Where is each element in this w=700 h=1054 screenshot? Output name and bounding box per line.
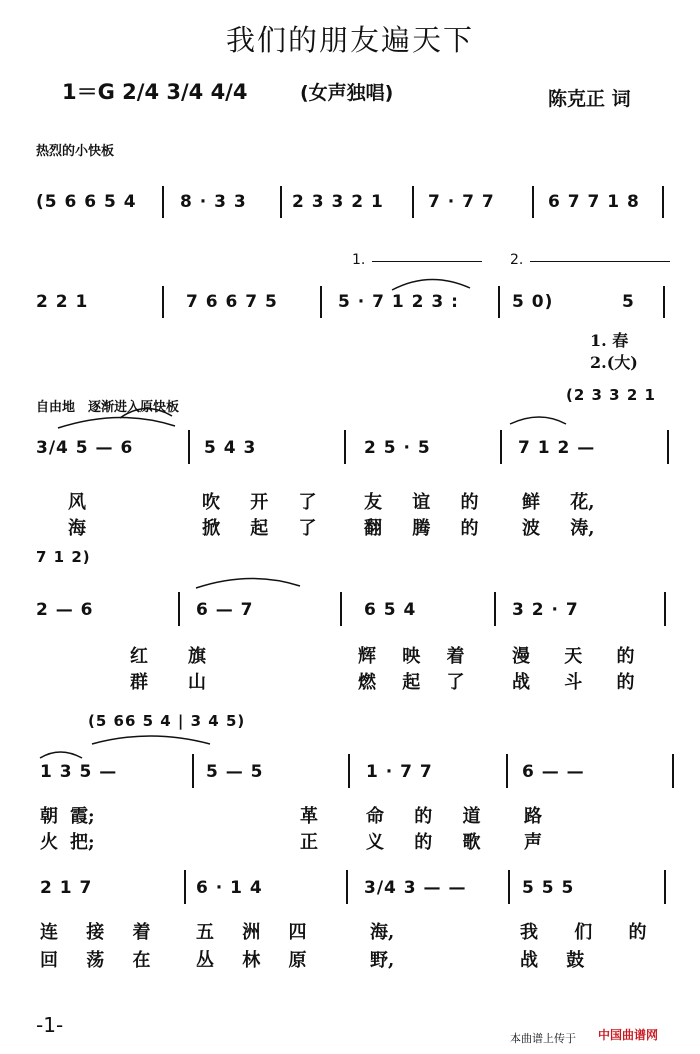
key-signature: 1＝G 2/4 3/4 4/4	[62, 80, 248, 104]
lyric-v1-1: 风	[68, 492, 86, 513]
lyric-v2-15: 丛 林 原	[196, 950, 307, 971]
lyric-v2-3: 翻 腾 的	[364, 518, 479, 539]
lyric-v1-13: 路	[524, 806, 542, 827]
lyric-v2-10: 把;	[70, 832, 95, 853]
lyric-v2-5: 群	[130, 672, 148, 693]
row2-measure3: 5 · 7 1 2 3 :	[338, 292, 459, 312]
performance-note: (女声独唱)	[300, 82, 394, 104]
lyric-v2-4: 波 涛,	[522, 518, 595, 539]
upload-note: 本曲谱上传于	[510, 1032, 576, 1045]
row2-measure2: 7 6 6 7 5	[186, 292, 278, 312]
row1-measure5: 6 7 7 1 8	[548, 192, 640, 212]
lyric-v2-14: 回 荡 在	[40, 950, 151, 971]
row4-measure2: 6 — 7	[196, 600, 254, 620]
row3-measure3: 2 5 · 5	[364, 438, 431, 458]
lyric-v1-7: 辉 映 着	[358, 646, 465, 667]
row1-measure4: 7 · 7 7	[428, 192, 495, 212]
lyric-v1-4: 鲜 花,	[522, 492, 595, 513]
row5-measure1: 1 3 5 —	[40, 762, 118, 782]
lyric-v2-7: 燃 起 了	[358, 672, 465, 693]
row3-measure4: 7 1 2 —	[518, 438, 596, 458]
row5-interlude: (5 66 5 4 | 3 4 5)	[88, 712, 246, 730]
row1-measure1: (5 6 6 5 4	[36, 192, 137, 212]
lyric-v1-15: 五 洲 四	[196, 922, 307, 943]
row3-measure1: 3/4 5 — 6	[36, 438, 134, 458]
lyric-v1-2: 吹 开 了	[202, 492, 317, 513]
lyric-v2-6: 山	[188, 672, 206, 693]
row4-pickup: 7 1 2)	[36, 548, 91, 566]
lyric-verse1-start: 1. 春	[590, 331, 629, 350]
lyric-v1-14: 连 接 着	[40, 922, 151, 943]
intro-phrase: (2 3 3 2 1	[566, 386, 656, 404]
lyric-verse2-start: 2.(大)	[590, 353, 638, 372]
row2-measure5: 5	[622, 292, 635, 312]
tempo-marking-rubato: 自由地 逐渐进入原快板	[36, 400, 180, 415]
site-logo[interactable]: 中国曲谱网	[598, 1028, 659, 1042]
tempo-marking: 热烈的小快板	[36, 144, 115, 159]
row4-measure1: 2 — 6	[36, 600, 94, 620]
row5-measure3: 1 · 7 7	[366, 762, 433, 782]
lyric-v1-8: 漫 天 的	[512, 646, 635, 667]
lyric-v2-2: 掀 起 了	[202, 518, 317, 539]
lyric-v1-11: 革	[300, 806, 318, 827]
row6-measure3: 3/4 3 — —	[364, 878, 467, 898]
volta-2: 2.	[510, 252, 524, 268]
lyric-v2-16: 野,	[370, 950, 395, 971]
page-number: -1-	[36, 1013, 64, 1037]
row1-measure2: 8 · 3 3	[180, 192, 247, 212]
lyric-v2-11: 正	[300, 832, 318, 853]
lyric-v1-5: 红	[130, 646, 148, 667]
lyric-v2-8: 战 斗 的	[512, 672, 635, 693]
row5-measure4: 6 — —	[522, 762, 585, 782]
lyric-v1-10: 霞;	[70, 806, 95, 827]
row6-measure4: 5 5 5	[522, 878, 575, 898]
row6-measure2: 6 · 1 4	[196, 878, 263, 898]
row2-measure4: 5 0)	[512, 292, 554, 312]
lyric-v2-9: 火	[40, 832, 58, 853]
lyric-v1-3: 友 谊 的	[364, 492, 479, 513]
volta-1: 1.	[352, 252, 366, 268]
lyric-v1-6: 旗	[188, 646, 206, 667]
lyric-v2-12: 义 的 歌	[366, 832, 481, 853]
lyric-v2-17: 战 鼓	[520, 950, 585, 971]
row4-measure3: 6 5 4	[364, 600, 417, 620]
row1-measure3: 2 3 3 2 1	[292, 192, 384, 212]
row3-measure2: 5 4 3	[204, 438, 257, 458]
lyric-v2-13: 声	[524, 832, 542, 853]
lyric-v1-9: 朝	[40, 806, 58, 827]
row6-measure1: 2 1 7	[40, 878, 93, 898]
lyric-v1-16: 海,	[370, 922, 395, 943]
row4-measure4: 3 2 · 7	[512, 600, 579, 620]
row2-measure1: 2 2 1	[36, 292, 89, 312]
score-title: 我们的朋友遍天下	[225, 23, 474, 57]
row5-measure2: 5 — 5	[206, 762, 264, 782]
lyricist-credit: 陈克正 词	[548, 88, 631, 110]
lyric-v1-12: 命 的 道	[366, 806, 481, 827]
lyric-v2-1: 海	[68, 518, 86, 539]
lyric-v1-17: 我 们 的	[520, 922, 647, 943]
